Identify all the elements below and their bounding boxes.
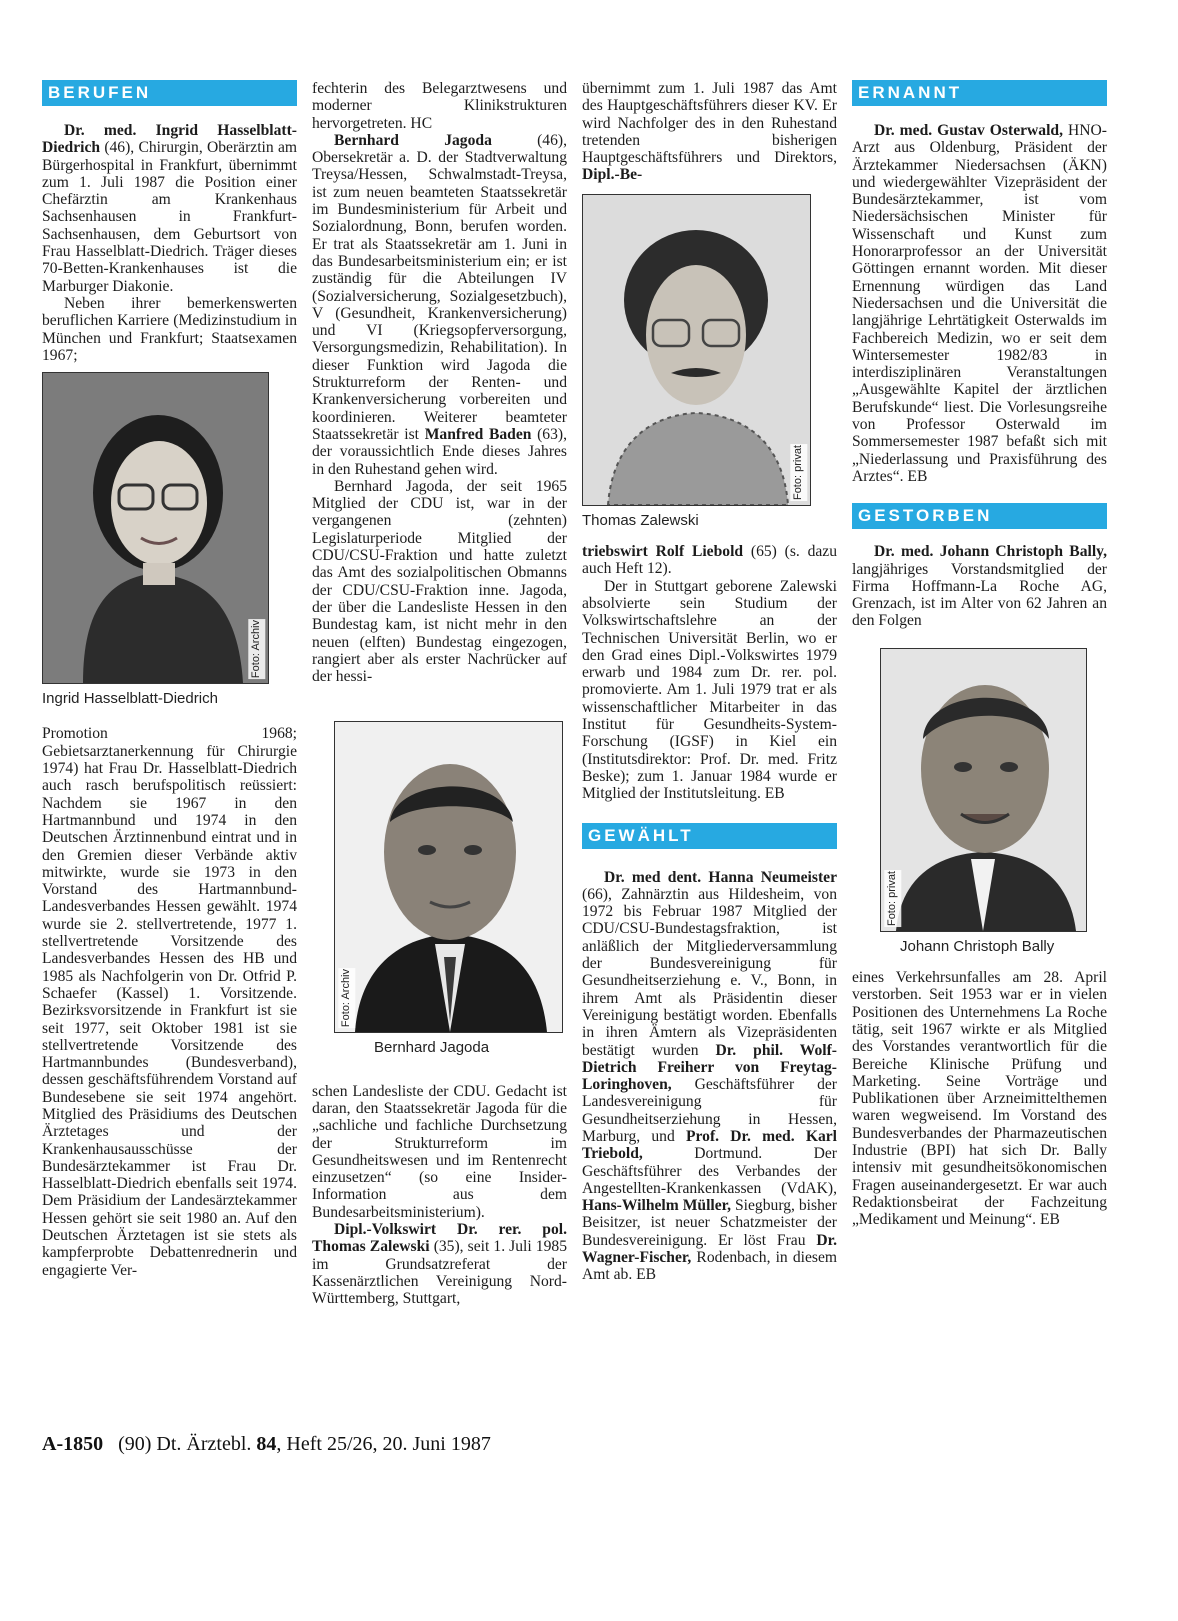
page-number: A-1850 xyxy=(42,1433,104,1455)
photo-hasselblatt xyxy=(42,372,269,684)
photo-credit: Foto: privat xyxy=(790,444,807,501)
photo-jagoda xyxy=(334,721,563,1033)
article-hasselblatt-intro: Dr. med. Ingrid Hasselblatt-Diedrich (46), Chirurgin, Oberärztin am Bürgerhospital in Frankfurt, übernimmt zum 1. Juli 1987 die Position einer Chefärztin am Krankenhaus Sachsenhausen in Frankfurt-Sachsenhausen, dem Geburtsort von Frau Hasselblatt-Diedrich. Träger dieses 70-Betten-Krankenhauses ist die Marburger Diakonie. xyxy=(42,122,297,295)
volume-number: 84 xyxy=(256,1433,277,1455)
person-name: Bernhard Jagoda xyxy=(334,131,492,149)
person-name: Hans-Wilhelm Müller, xyxy=(582,1197,732,1215)
section-header-berufen: BERUFEN xyxy=(42,80,297,106)
article-osterwald: Dr. med. Gustav Osterwald, HNO-Arzt aus Oldenburg, Präsident der Ärztekammer Niedersachsen (ÄKN) und wiedergewählter Vizepräsident der Bundesärztekammer, ist vom Niedersächsischen Minister für Wissenschaft und Kunst zum Honorarprofessor an der Universität Göttingen ernannt worden. Mit dieser Ernennung würdigen das Land Niedersachsen und die Universität die langjährige Lehrtätigkeit Osterwalds im Fachbereich Medizin, wo er seit dem Wintersemester 1982/83 in interdisziplinären Veranstaltungen „Ausgewählte Kapitel der ärztlichen Berufskunde“ liest. Die Vorlesungsreihe von Professor Osterwald im Sommersemester 1987 befaßt sich mit „Niederlassung und Praxisführung des Arztes“. EB xyxy=(852,122,1107,485)
article-neumeister: Dr. med dent. Hanna Neumeister (66), Zahnärztin aus Hildesheim, von 1972 bis Februar 1987 Mitglied der CDU/CSU-Bundestagsfraktion, ist anläßlich der Mitgliederversammlung der Bundesvereinigung für Gesundheitserziehung e. V., Bonn, in ihrem Amt als Präsidentin dieser Vereinigung bestätigt worden. Ebenfalls in ihren Ämtern als Vizepräsidenten bestätigt wurden Dr. phil. Wolf-Dietrich Freiherr von Freytag-Loringhoven, Geschäftsführer der Landesvereinigung für Gesundheitserziehung in Hessen, Marburg, und Prof. Dr. med. Karl Triebold, Dortmund. Der Geschäftsführer des Verbandes der Angestellten-Krankenkassen (VdAK), Hans-Wilhelm Müller, Siegburg, bisher Beisitzer, ist neuer Schatzmeister der Bundesvereinigung. Er löst Frau Dr. Wagner-Fischer, Rodenbach, in diesem Amt ab. EB xyxy=(582,868,837,1284)
person-name: Prof. Dr. med. Karl Triebold, xyxy=(582,1127,837,1163)
journal-ref-prefix: (90) Dt. Ärztebl. xyxy=(118,1433,257,1455)
section-header-gestorben: GESTORBEN xyxy=(852,503,1107,529)
portrait-image xyxy=(43,373,268,683)
article-bally: Dr. med. Johann Christoph Bally, langjähriges Vorstandsmitglied der Firma Hoffmann-La Roche AG, Grenzach, ist im Alter von 62 Jahren an den Folgen xyxy=(852,543,1107,630)
portrait-image xyxy=(881,649,1086,931)
photo-zalewski xyxy=(582,194,811,506)
photo-credit: Foto: privat xyxy=(884,870,901,927)
person-name: Manfred Baden xyxy=(424,425,532,443)
article-jagoda-intro: Bernhard Jagoda (46), Obersekretär a. D. der Stadtverwaltung Treysa/Hessen, Schwalmstadt-Treysa, ist zum neuen beamteten Staatssekretär im Bundesministerium für Arbeit und Sozialordnung, Bonn, berufen worden. Er trat als Staatssekretär am 1. Juni in das Bundesarbeitsministerium ein; er ist zuständig für die Abteilungen IV (Sozialversicherung, Sozialgesetzbuch), V (Gesundheit, Krankenversicherung) und VI (Kriegsopferversorgung, Versorgungsmedizin, Rehabilitation). In dieser Funktion wird Jagoda die Strukturreform der Renten- und Krankenversicherung vorbereiten und koordinieren. Weiterer beamteter Staatssekretär ist Manfred Baden (63), der voraussichtlich Ende dieses Jahres in den Ruhestand gehen wird. xyxy=(312,131,567,478)
person-name: Dipl.-Volkswirt Dr. rer. pol. Thomas Zalewski xyxy=(312,1221,567,1256)
photo-caption: Johann Christoph Bally xyxy=(900,937,1055,955)
article-paragraph: übernimmt zum 1. Juli 1987 das Amt des Hauptgeschäftsführers dieser KV. Er wird Nachfolger des in den Ruhestand tretenden bisherigen Hauptgeschäftsführers und Direktors, Dipl.-Be- xyxy=(582,80,837,184)
photo-credit: Foto: Archiv xyxy=(338,968,355,1028)
person-name: Dr. med. Gustav Osterwald, xyxy=(874,122,1063,139)
person-name: Dr. Wagner-Fischer, xyxy=(582,1231,837,1267)
photo-caption: Bernhard Jagoda xyxy=(374,1039,490,1057)
person-name: Dr. phil. Wolf-Dietrich Freiherr von Freytag-Loringhoven, xyxy=(582,1041,837,1094)
portrait-image xyxy=(583,195,810,505)
article-paragraph: eines Verkehrsunfalles am 28. April verstorben. Seit 1953 war er in vielen Positionen des Unternehmens La Roche tätig, seit 1967 wirkte er als Mitglied des Vorstandes verantwortlich für die Bereiche Klinische Prüfung und Marketing. Seine Vorträge und Publikationen über Arzneimittelthemen waren wegweisend. Im Vorstand des Bundesverbandes der Pharmazeutischen Industrie (BPI) hat sich Dr. Bally intensiv mit gesundheitsökonomischen Fragen auseinandergesetzt. Er war auch Redaktionsbeirat der Fachzeitung „Medikament und Meinung“. EB xyxy=(852,969,1107,1229)
journal-ref-suffix: , Heft 25/26, 20. Juni 1987 xyxy=(276,1433,491,1455)
photo-bally xyxy=(880,648,1087,932)
person-name: Dr. med. Johann Christoph Bally, xyxy=(874,543,1107,561)
person-name: Dr. med. Ingrid Hasselblatt-Diedrich xyxy=(42,122,297,157)
photo-caption: Ingrid Hasselblatt-Diedrich xyxy=(42,690,218,708)
section-header-gewaehlt: GEWÄHLT xyxy=(582,823,837,849)
section-header-ernannt: ERNANNT xyxy=(852,80,1107,106)
article-paragraph: Der in Stuttgart geborene Zalewski absolvierte sein Studium der Volkswirtschaftslehre an der Technischen Universität Berlin, wo er den Grad eines Dipl.-Volkswirtes 1979 erwarb und 1984 zum Dr. rer. pol. promovierte. Am 1. Juli 1979 trat er als wissenschaftlicher Mitarbeiter in das Institut für Gesundheits-System-Forschung (IGSF) in Kiel ein (Institutsdirektor: Prof. Dr. med. Fritz Beske); zum 1. Januar 1984 wurde er Mitglied der Institutsleitung. EB xyxy=(582,577,837,803)
article-paragraph: Bernhard Jagoda, der seit 1965 Mitglied der CDU ist, war in der vergangenen (zehnten) Legislaturperiode Mitglied der CDU/CSU-Fraktion und hatte zuletzt das Amt des sozialpolitischen Obmanns der CDU/CSU-Fraktion inne. Jagoda, der über die Landesliste Hessen in den Bundestag kam, ist nicht mehr in den neuen (elften) Bundestag eingezogen, rangiert aber als erster Nachrücker auf der hessi- xyxy=(312,477,567,686)
photo-caption: Thomas Zalewski xyxy=(582,511,699,529)
portrait-image xyxy=(335,722,562,1032)
person-name: Dipl.-Be- xyxy=(582,166,643,184)
article-paragraph: Promotion 1968; Gebietsarztanerkennung für Chirurgie 1974) hat Frau Dr. Hasselblatt-Diedrich auch rasch berufspolitisch reüssiert: Nachdem sie 1967 in den Hartmannbund und 1974 in den Deutschen Ärztinnenbund eintrat und in den Gremien dieser Verbände aktiv mitwirkte, wurde sie 1973 in den Vorstand des Hartmannbund-Landesverbandes Hessen gewählt. 1974 wurde sie 2. stellvertretende, 1977 1. stellvertretende Vorsitzende des Landesverbandes Hessen des HB und 1985 als Nachfolgerin von Dr. Otfrid P. Schaefer (Kassel) 1. Vorsitzende. Bezirksvorsitzende in Frankfurt ist sie seit 1977, seit Oktober 1981 ist sie stellvertretende Vorsitzende des Hartmannbundes (Bundesverband), dessen geschäftsführendem Vorstand auf Bundesebene sie seit 1974 angehört. Mitglied des Präsidiums des Deutschen Ärztetages und der Krankenhausausschüsse der Bundesärztekammer ist Frau Dr. Hasselblatt-Diedrich ebenfalls seit 1974. Dem Präsidium der Landesärztekammer Hessen gehört sie seit 1980 an. Auf den Deutschen Ärztetagen ist sie stets als kampferprobte Debattenrednerin und engagierte Ver- xyxy=(42,725,297,1279)
photo-credit: Foto: Archiv xyxy=(248,619,265,679)
article-paragraph: fechterin des Belegarztwesens und moderner Klinikstrukturen hervorgetreten. HC xyxy=(312,80,567,132)
person-name: Dr. med dent. Hanna Neumeister xyxy=(604,868,837,886)
column-3 xyxy=(582,80,837,1284)
column-1 xyxy=(42,80,297,1279)
column-4 xyxy=(852,80,1107,1228)
article-paragraph: triebswirt Rolf Liebold (65) (s. dazu auch Heft 12). xyxy=(582,543,837,578)
person-name: triebswirt Rolf Liebold xyxy=(582,543,744,561)
page-footer xyxy=(42,1433,491,1456)
article-paragraph: Neben ihrer bemerkenswerten beruflichen Karriere (Medizinstudium in München und Frankfurt; Staatsexamen 1967; xyxy=(42,294,297,364)
article-paragraph: schen Landesliste der CDU. Gedacht ist daran, den Staatssekretär Jagoda für die „sachliche und fachliche Durchsetzung der Strukturreform im Gesundheitswesen und im Rentenrecht einzusetzen“ (so eine Insider-Information aus dem Bundesarbeitsministerium). xyxy=(312,1082,567,1221)
article-zalewski-intro: Dipl.-Volkswirt Dr. rer. pol. Thomas Zalewski (35), seit 1. Juli 1985 im Grundsatzreferat der Kassenärztlichen Vereinigung Nord-Württemberg, Stuttgart, xyxy=(312,1221,567,1308)
column-2 xyxy=(312,80,567,1308)
